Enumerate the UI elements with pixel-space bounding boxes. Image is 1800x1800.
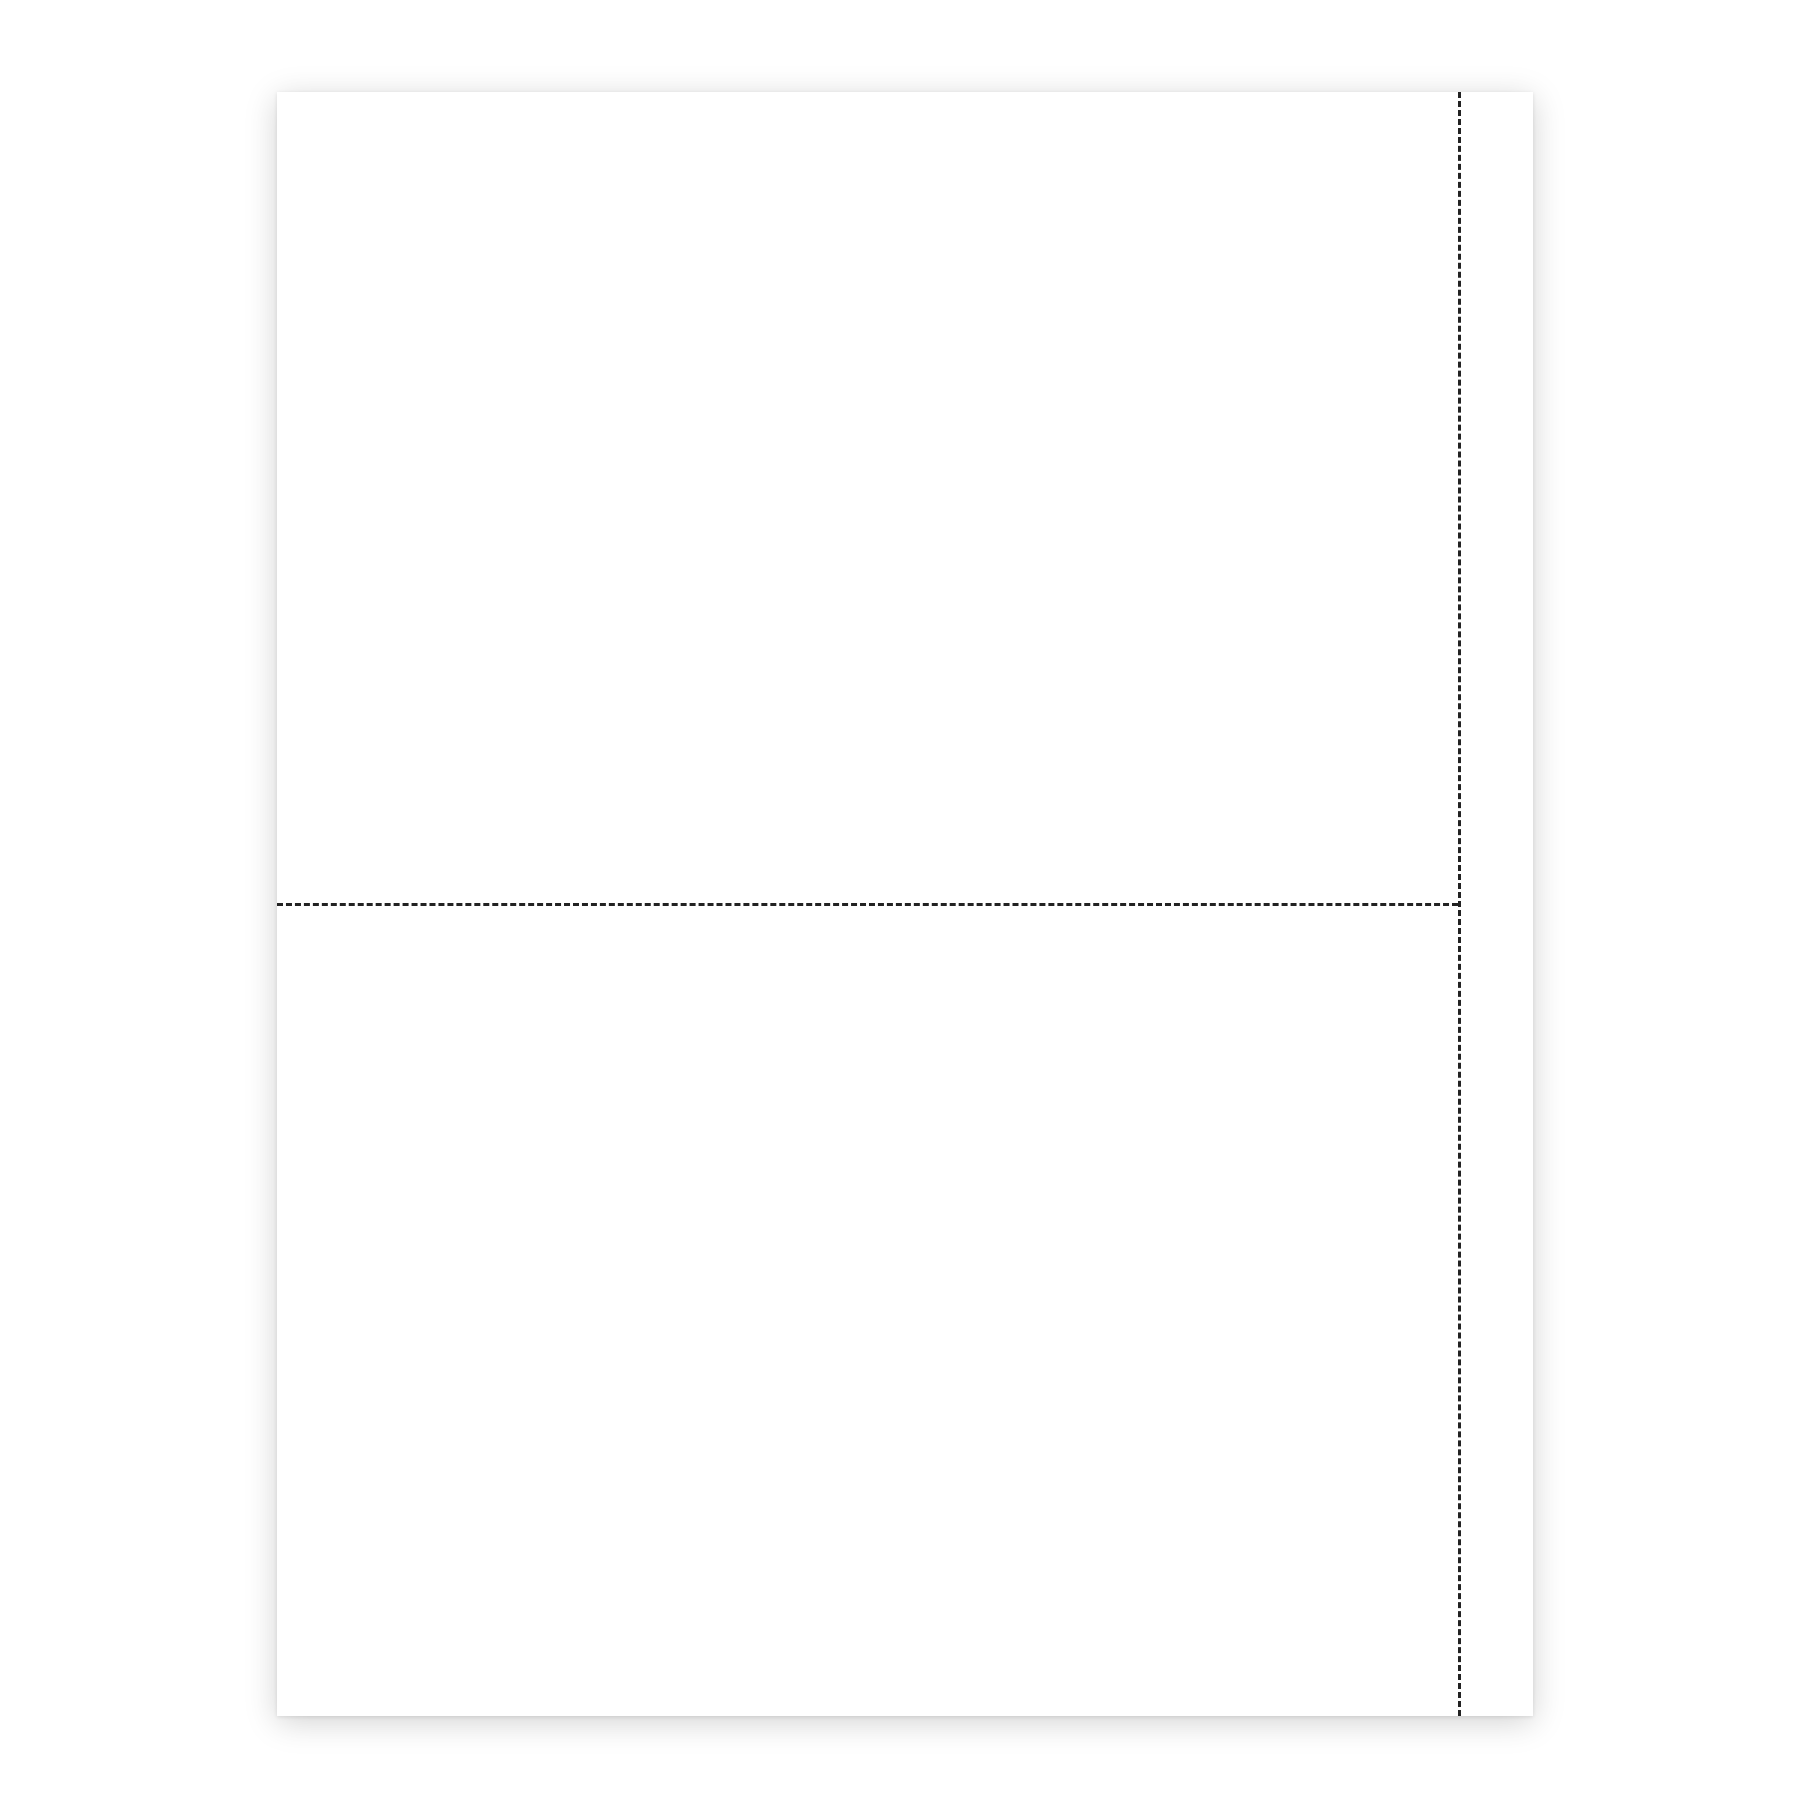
perforation-side-text (1479, 459, 1539, 1119)
horizontal-perforation (277, 903, 1458, 906)
vertical-perforation (1458, 92, 1461, 1716)
